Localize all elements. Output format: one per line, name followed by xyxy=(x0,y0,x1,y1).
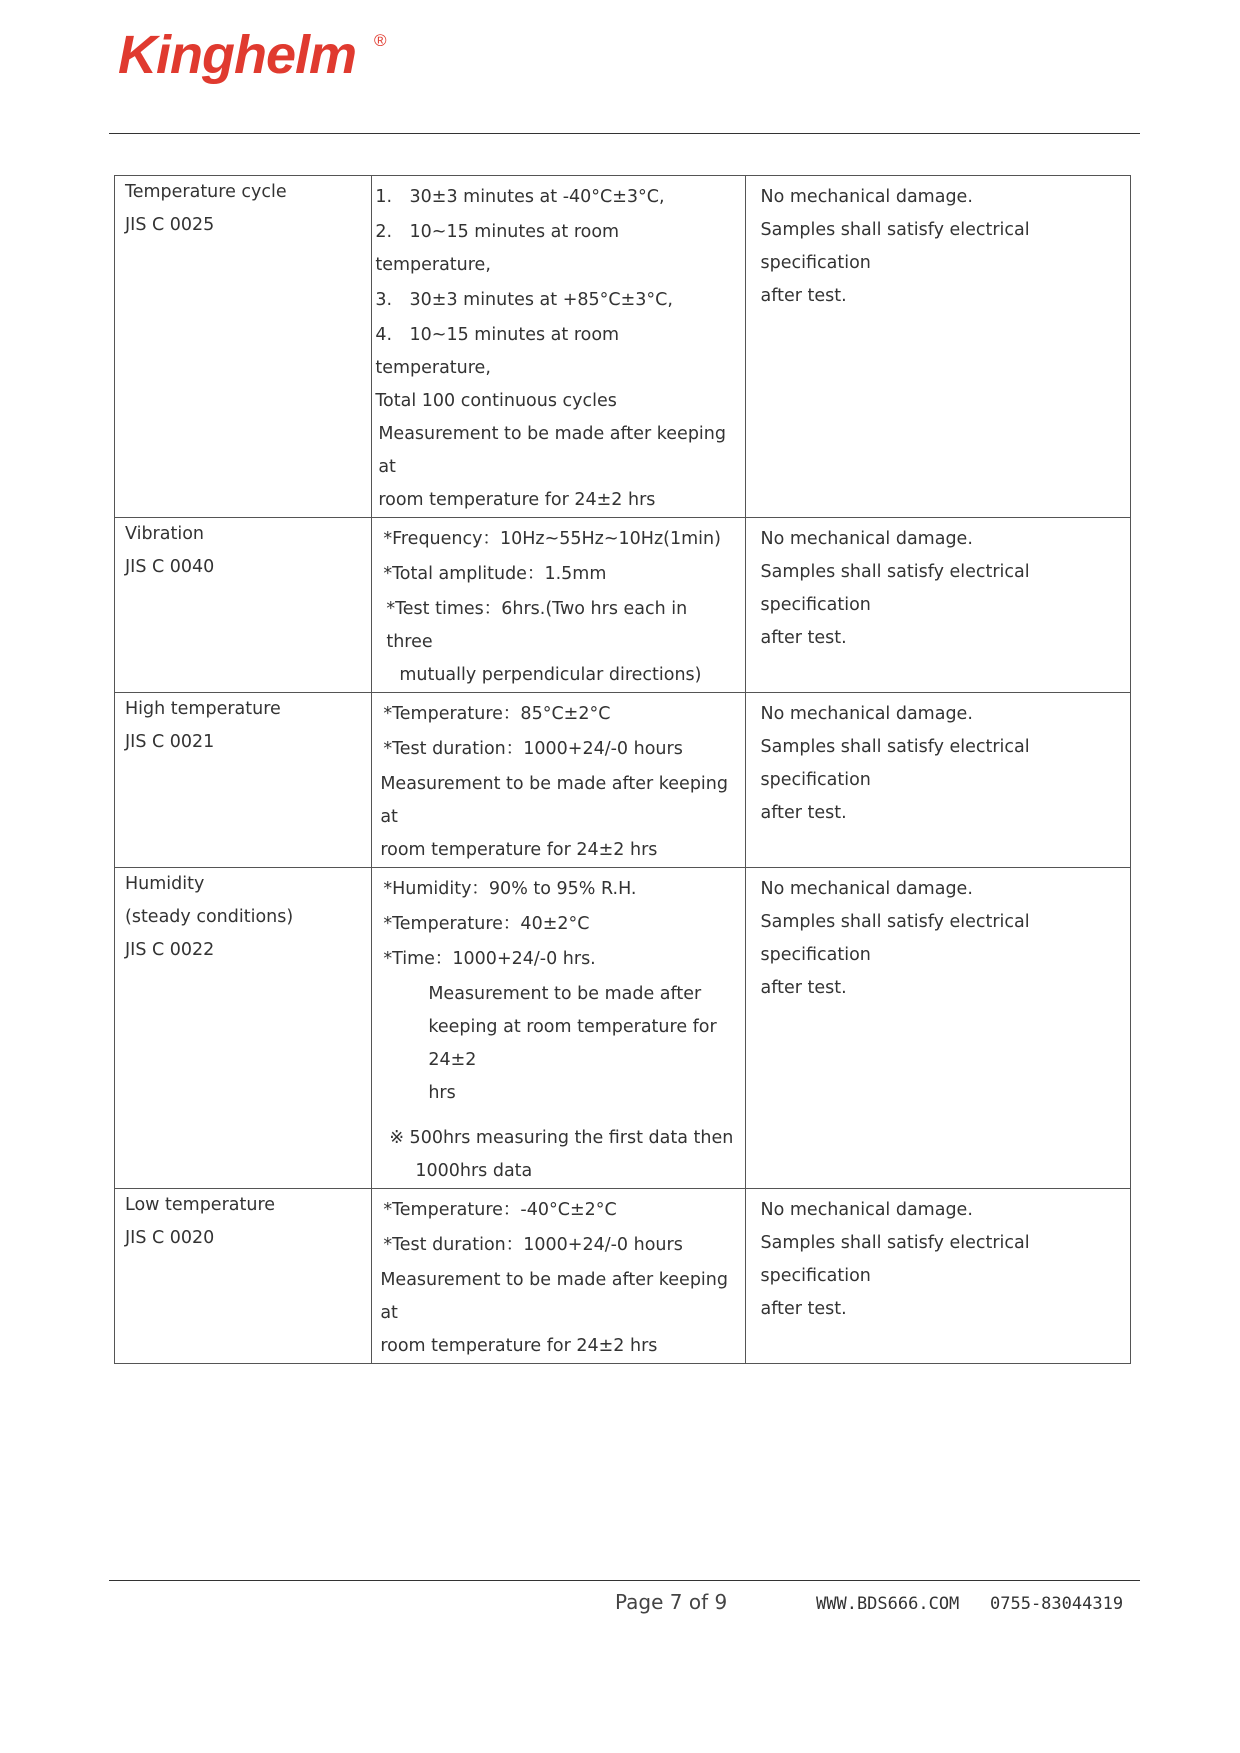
condition-line: mutually perpendicular directions) xyxy=(399,665,702,685)
condition-line: Measurement to be made after xyxy=(428,984,702,1004)
test-condition-cell xyxy=(372,518,745,693)
test-item-standard: JIS C 0025 xyxy=(125,215,215,235)
test-item-standard: JIS C 0022 xyxy=(125,940,215,960)
test-item-name: Low temperature xyxy=(125,1195,276,1215)
criteria-line: No mechanical damage. xyxy=(760,879,973,899)
criteria-cell xyxy=(745,1189,1130,1364)
note-line: 1000hrs data xyxy=(415,1161,533,1181)
condition-line: *Temperature：85°C±2°C xyxy=(383,704,611,724)
criteria-line: Samples shall satisfy electrical specification xyxy=(760,737,1030,790)
test-item-cell xyxy=(115,1189,372,1364)
test-item-name: Temperature cycle xyxy=(125,182,287,202)
condition-line: *Temperature：-40°C±2°C xyxy=(383,1200,617,1220)
kinghelm-logo: Kinghelm xyxy=(118,25,357,85)
condition-line: room temperature for 24±2 hrs xyxy=(380,840,658,860)
condition-line: *Frequency：10Hz~55Hz~10Hz(1min) xyxy=(383,529,721,549)
condition-line: Measurement to be made after keeping at xyxy=(380,1270,728,1323)
criteria-line: Samples shall satisfy electrical specification xyxy=(760,220,1030,273)
page-number: Page 7 of 9 xyxy=(615,1590,728,1614)
condition-line: keeping at room temperature for 24±2 xyxy=(428,1017,717,1070)
test-condition-cell xyxy=(372,1189,745,1364)
registered-mark: ® xyxy=(374,31,387,50)
criteria-cell xyxy=(745,176,1130,518)
condition-line: *Test duration：1000+24/-0 hours xyxy=(383,739,683,759)
condition-line: Measurement to be made after keeping at xyxy=(378,424,726,477)
test-item-cell xyxy=(115,518,372,693)
condition-line: *Temperature：40±2°C xyxy=(383,914,590,934)
test-item-standard: JIS C 0020 xyxy=(125,1228,215,1248)
table-row xyxy=(115,868,1131,1189)
criteria-line: after test. xyxy=(760,1299,847,1319)
test-condition-cell xyxy=(372,868,745,1189)
test-item-name: Humidity xyxy=(125,874,205,894)
test-item-cell xyxy=(115,693,372,868)
condition-line: *Humidity：90% to 95% R.H. xyxy=(383,879,637,899)
table-row xyxy=(115,176,1131,518)
criteria-line: after test. xyxy=(760,803,847,823)
condition-line: 3. 30±3 minutes at +85°C±3°C, xyxy=(375,290,673,310)
condition-line: *Time：1000+24/-0 hrs. xyxy=(383,949,596,969)
condition-line: *Test duration：1000+24/-0 hours xyxy=(383,1235,683,1255)
criteria-line: after test. xyxy=(760,286,847,306)
criteria-line: No mechanical damage. xyxy=(760,1200,973,1220)
condition-line: 2. 10~15 minutes at room temperature, xyxy=(375,222,620,275)
footer-divider xyxy=(109,1580,1140,1581)
criteria-line: No mechanical damage. xyxy=(760,187,973,207)
criteria-line: Samples shall satisfy electrical specification xyxy=(760,1233,1030,1286)
condition-line: room temperature for 24±2 hrs xyxy=(378,490,656,510)
criteria-line: after test. xyxy=(760,628,847,648)
criteria-line: after test. xyxy=(760,978,847,998)
test-item-name: Vibration xyxy=(125,524,204,544)
test-item-standard: JIS C 0021 xyxy=(125,732,215,752)
test-item-standard: JIS C 0040 xyxy=(125,557,215,577)
condition-line: hrs xyxy=(428,1083,456,1103)
condition-line: Total 100 continuous cycles xyxy=(375,391,617,411)
test-item-note: (steady conditions) xyxy=(125,907,294,927)
condition-line: Measurement to be made after keeping at xyxy=(380,774,728,827)
table-row xyxy=(115,693,1131,868)
footer-phone: 0755-83044319 xyxy=(990,1594,1124,1614)
condition-line: 4. 10~15 minutes at room temperature, xyxy=(375,325,620,378)
test-condition-cell xyxy=(372,693,745,868)
criteria-cell xyxy=(745,518,1130,693)
test-condition-cell xyxy=(372,176,745,518)
header-divider xyxy=(109,133,1140,134)
criteria-cell xyxy=(745,868,1130,1189)
criteria-line: Samples shall satisfy electrical specification xyxy=(760,912,1030,965)
test-item-cell xyxy=(115,868,372,1189)
condition-line: room temperature for 24±2 hrs xyxy=(380,1336,658,1356)
condition-line: 1. 30±3 minutes at -40°C±3°C, xyxy=(375,187,665,207)
test-item-name: High temperature xyxy=(125,699,281,719)
reliability-test-table xyxy=(114,175,1131,1364)
test-item-cell xyxy=(115,176,372,518)
table-row xyxy=(115,1189,1131,1364)
footer-website: WWW.BDS666.COM xyxy=(816,1594,960,1614)
note-line: ※ 500hrs measuring the first data then xyxy=(389,1128,734,1148)
criteria-line: Samples shall satisfy electrical specification xyxy=(760,562,1030,615)
criteria-line: No mechanical damage. xyxy=(760,704,973,724)
table-row xyxy=(115,518,1131,693)
criteria-cell xyxy=(745,693,1130,868)
condition-line: *Test times：6hrs.(Two hrs each in three xyxy=(386,599,688,652)
condition-line: *Total amplitude：1.5mm xyxy=(383,564,607,584)
criteria-line: No mechanical damage. xyxy=(760,529,973,549)
